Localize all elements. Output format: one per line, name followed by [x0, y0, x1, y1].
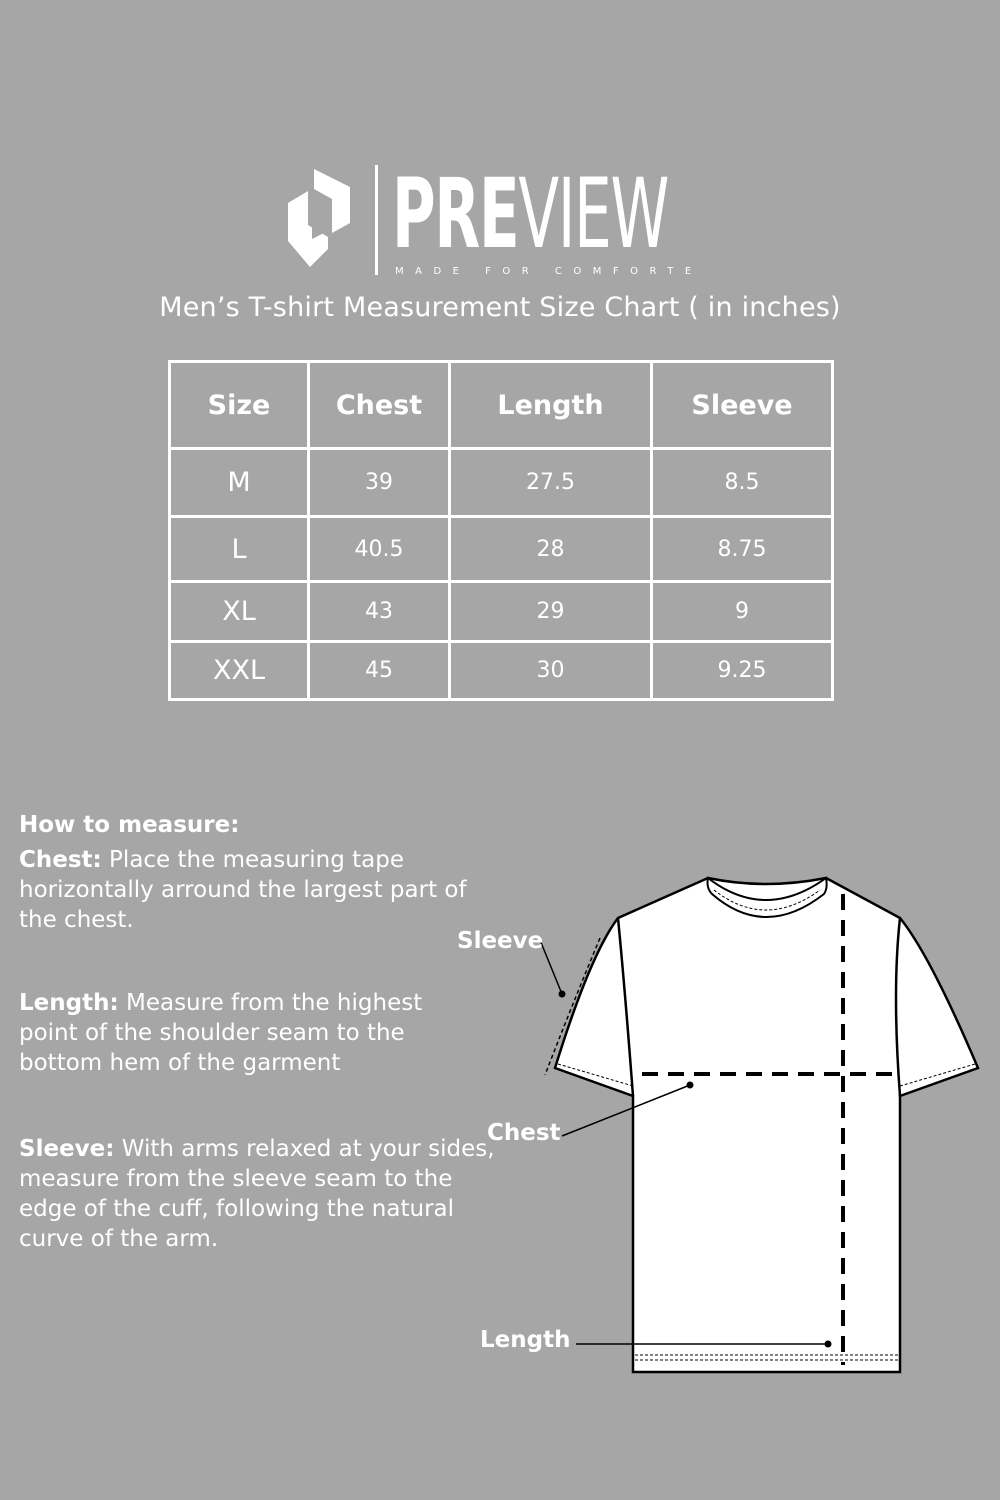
brand-name-light: VIEW: [518, 158, 669, 270]
chest-label: Chest: [487, 1120, 561, 1146]
page-title: Men’s T-shirt Measurement Size Chart ( in inches): [159, 292, 841, 323]
cell-chest: 43: [309, 582, 450, 642]
cell-length: 29: [450, 582, 652, 642]
cell-length: 28: [450, 517, 652, 582]
table-row: [170, 449, 833, 517]
sleeve-label: Sleeve: [457, 928, 544, 954]
chest-instruction: [19, 845, 479, 935]
cell-length: 27.5: [450, 449, 652, 517]
table-row: [170, 582, 833, 642]
cell-chest: 45: [309, 642, 450, 700]
cell-sleeve: 8.75: [652, 517, 833, 582]
sleeve-term: Sleeve:: [19, 1136, 115, 1162]
sleeve-text: With arms relaxed at your sides, measure from the sleeve seam to the edge of the cuff, following the natural curve of the arm.: [19, 1136, 495, 1252]
length-instruction: [19, 988, 459, 1078]
brand-logo: [280, 158, 730, 280]
size-table: [168, 360, 834, 701]
cell-chest: 39: [309, 449, 450, 517]
table-row: [170, 517, 833, 582]
header-sleeve: Sleeve: [652, 362, 833, 449]
table-header-row: [170, 362, 833, 449]
length-term: Length:: [19, 990, 119, 1016]
brand-name-bold: PRE: [392, 158, 519, 270]
measure-instructions: [19, 810, 509, 1252]
cell-sleeve: 9: [652, 582, 833, 642]
chest-term: Chest:: [19, 847, 102, 873]
header-size: Size: [170, 362, 309, 449]
length-label: Length: [480, 1327, 571, 1353]
cell-size: M: [170, 449, 309, 517]
cell-size: XXL: [170, 642, 309, 700]
cell-chest: 40.5: [309, 517, 450, 582]
header-length: Length: [450, 362, 652, 449]
tshirt-outline: [555, 878, 978, 1372]
instructions-heading: How to measure:: [19, 812, 240, 838]
table-row: [170, 642, 833, 700]
cell-sleeve: 9.25: [652, 642, 833, 700]
cell-size: XL: [170, 582, 309, 642]
brand-name: [392, 159, 668, 269]
length-text: Measure from the highest point of the shoulder seam to the bottom hem of the garment: [19, 990, 423, 1076]
cell-size: L: [170, 517, 309, 582]
sleeve-instruction: [19, 1134, 499, 1254]
cell-sleeve: 8.5: [652, 449, 833, 517]
cell-length: 30: [450, 642, 652, 700]
logo-mark-icon: [284, 167, 354, 271]
sleeve-pointer: [540, 940, 562, 994]
logo-divider: [375, 165, 378, 275]
chest-text: Place the measuring tape horizontally arround the largest part of the chest.: [19, 847, 467, 933]
brand-tagline: MADE FOR COMFORTE: [395, 266, 703, 277]
header-chest: Chest: [309, 362, 450, 449]
